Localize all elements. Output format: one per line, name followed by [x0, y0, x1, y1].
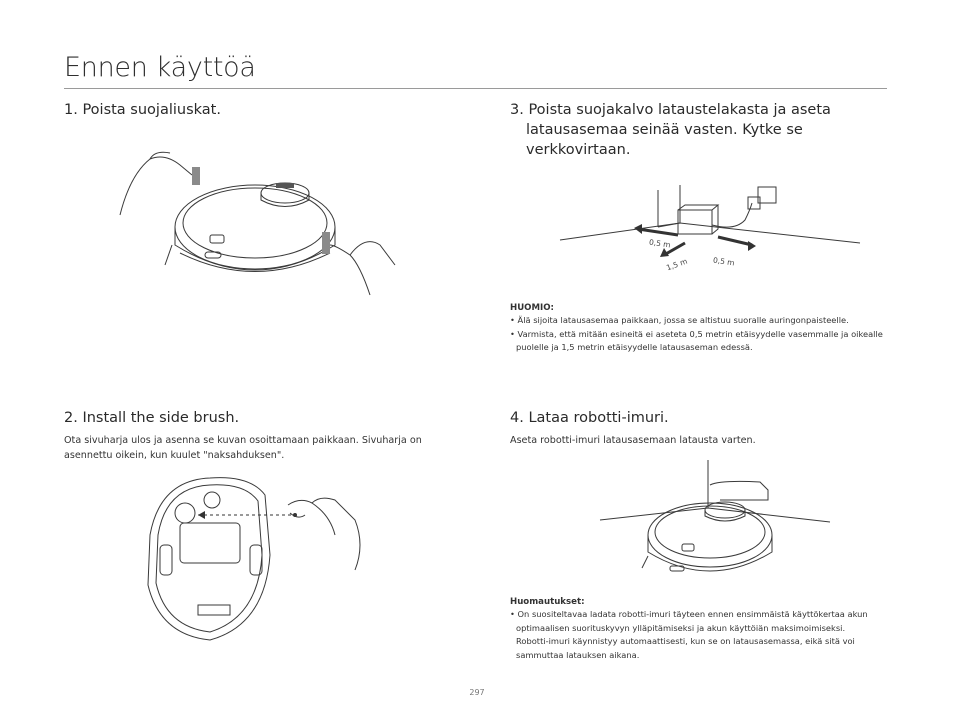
distance-front-label: 1,5 m	[665, 256, 689, 273]
step-2-text: Ota sivuharja ulos ja asenna se kuvan osoittamaan paikkaan. Sivuharja on asennettu oikein, kun kuulet "naksahduksen".	[64, 435, 422, 461]
step-1-heading: 1. Poista suojaliuskat.	[64, 102, 221, 118]
distance-right-label: 0,5 m	[712, 255, 736, 268]
page-title: Ennen käyttöä	[64, 52, 256, 83]
step-4-text: Aseta robotti-imuri latausasemaan latausta varten.	[510, 435, 756, 446]
huomio-item: • Varmista, että mitään esineitä ei aseteta 0,5 metrin etäisyydelle vasemmalle ja oikealle puolelle ja 1,5 metrin etäisyydelle latausaseman edessä.	[510, 328, 883, 352]
step-2-heading: 2. Install the side brush.	[64, 410, 240, 426]
page-number: 297	[469, 688, 485, 697]
title-divider	[64, 88, 887, 89]
step-4-heading: 4. Lataa robotti-imuri.	[510, 410, 669, 426]
huomio-title: HUOMIO:	[510, 303, 554, 313]
huomio-item: • Älä sijoita latausasemaa paikkaan, jossa se altistuu suoralle auringonpaisteelle.	[510, 315, 849, 325]
remove-strips-illustration	[110, 145, 400, 305]
charging-illustration	[600, 460, 830, 590]
huomautukset-list	[510, 608, 890, 662]
dock-placement-illustration	[560, 185, 860, 275]
huomautukset-item: • On suositeltavaa ladata robotti-imuri täyteen ennen ensimmäistä käyttökertaa akun optimaalisen suorituskyvyn ylläpitämiseksi ja akun käyttöiän maksimoimiseksi.	[510, 609, 868, 633]
distance-left-label: 0,5 m	[648, 237, 672, 250]
huomio-list	[510, 314, 890, 355]
step-3-heading: 3. Poista suojakalvo lataustelakasta ja aseta latausasemaa seinää vasten. Kytke se verkkovirtaan.	[510, 102, 831, 158]
side-brush-illustration	[140, 475, 380, 645]
huomautukset-continuation: Robotti-imuri käynnistyy automaattisesti, kun se on latausasemassa, eikä sitä voi sammuttaa latauksen aikana.	[516, 636, 855, 660]
huomautukset-title: Huomautukset:	[510, 597, 585, 607]
